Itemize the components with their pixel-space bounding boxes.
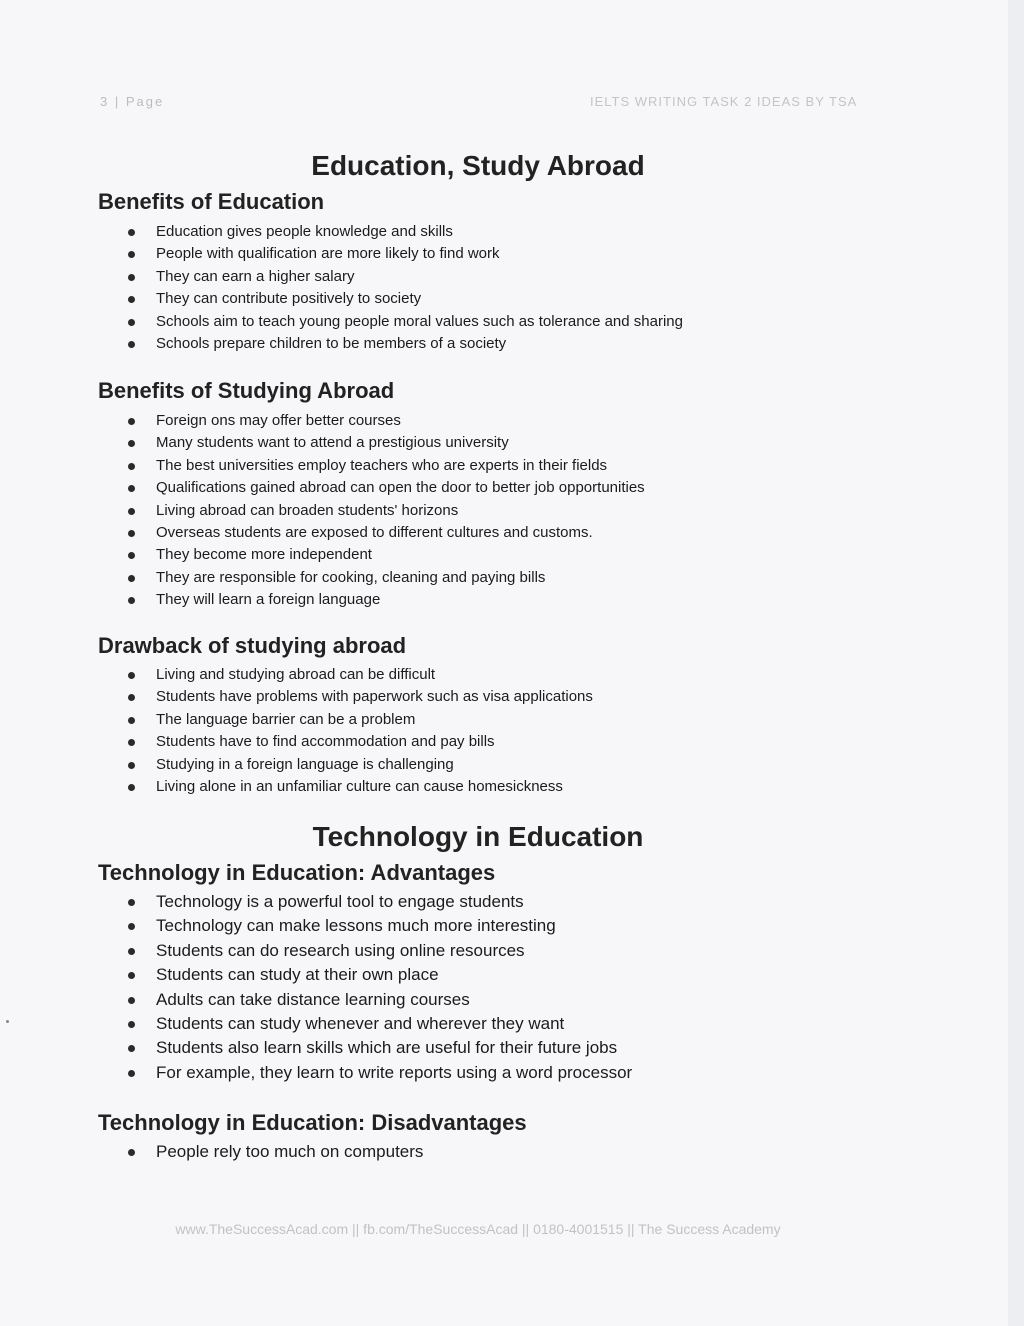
- list-technology-advantages: [0, 890, 632, 1085]
- heading-technology-disadvantages: Technology in Education: Disadvantages: [98, 1110, 527, 1135]
- list-item: They will learn a foreign language: [0, 589, 645, 611]
- list-item: Schools prepare children to be members of a society: [0, 333, 683, 355]
- list-item: Technology is a powerful tool to engage students: [0, 890, 632, 914]
- list-item: Foreign ons may offer better courses: [0, 410, 645, 432]
- list-item: The best universities employ teachers who are experts in their fields: [0, 455, 645, 477]
- list-item: Students also learn skills which are useful for their future jobs: [0, 1036, 632, 1060]
- list-item: Students have problems with paperwork such as visa applications: [0, 686, 593, 708]
- list-item: They can earn a higher salary: [0, 266, 683, 288]
- list-item: Adults can take distance learning courses: [0, 988, 632, 1012]
- list-item: The language barrier can be a problem: [0, 709, 593, 731]
- list-item: Living abroad can broaden students' horizons: [0, 500, 645, 522]
- list-item: Students have to find accommodation and pay bills: [0, 731, 593, 753]
- page-number: 3 | Page: [100, 94, 165, 109]
- list-item: Overseas students are exposed to different cultures and customs.: [0, 522, 645, 544]
- heading-benefits-of-studying-abroad: Benefits of Studying Abroad: [98, 378, 395, 403]
- list-item: Studying in a foreign language is challenging: [0, 754, 593, 776]
- list-item: For example, they learn to write reports using a word processor: [0, 1061, 632, 1085]
- list-item: People rely too much on computers: [0, 1140, 423, 1164]
- list-benefits-of-education: [0, 221, 683, 355]
- list-item: Qualifications gained abroad can open the door to better job opportunities: [0, 477, 645, 499]
- list-item: They become more independent: [0, 544, 645, 566]
- list-item: Students can do research using online resources: [0, 939, 632, 963]
- list-item: Schools aim to teach young people moral values such as tolerance and sharing: [0, 311, 683, 333]
- heading-drawback-of-studying-abroad: Drawback of studying abroad: [98, 633, 407, 658]
- scan-edge: [1008, 0, 1024, 1326]
- list-item: Technology can make lessons much more interesting: [0, 914, 632, 938]
- list-item: They are responsible for cooking, cleaning and paying bills: [0, 567, 645, 589]
- page-footer: www.TheSuccessAcad.com || fb.com/TheSuccessAcad || 0180-4001515 || The Success Academy: [175, 1221, 781, 1237]
- list-item: People with qualification are more likely to find work: [0, 243, 683, 265]
- section-title-technology: Technology in Education: [312, 821, 644, 852]
- heading-benefits-of-education: Benefits of Education: [98, 189, 325, 214]
- list-item: Living alone in an unfamiliar culture can cause homesickness: [0, 776, 593, 798]
- list-item: Education gives people knowledge and skills: [0, 221, 683, 243]
- list-benefits-of-studying-abroad: [0, 410, 645, 612]
- list-item: Many students want to attend a prestigious university: [0, 432, 645, 454]
- document-tag: IELTS WRITING TASK 2 IDEAS BY TSA: [590, 94, 858, 109]
- list-item: Students can study at their own place: [0, 963, 632, 987]
- list-item: They can contribute positively to society: [0, 288, 683, 310]
- list-drawback-of-studying-abroad: [0, 664, 593, 798]
- list-item: Students can study whenever and wherever they want: [0, 1012, 632, 1036]
- list-item: Living and studying abroad can be difficult: [0, 664, 593, 686]
- list-technology-disadvantages: [0, 1140, 423, 1164]
- section-title-education: Education, Study Abroad: [311, 150, 645, 181]
- heading-technology-advantages: Technology in Education: Advantages: [98, 860, 496, 885]
